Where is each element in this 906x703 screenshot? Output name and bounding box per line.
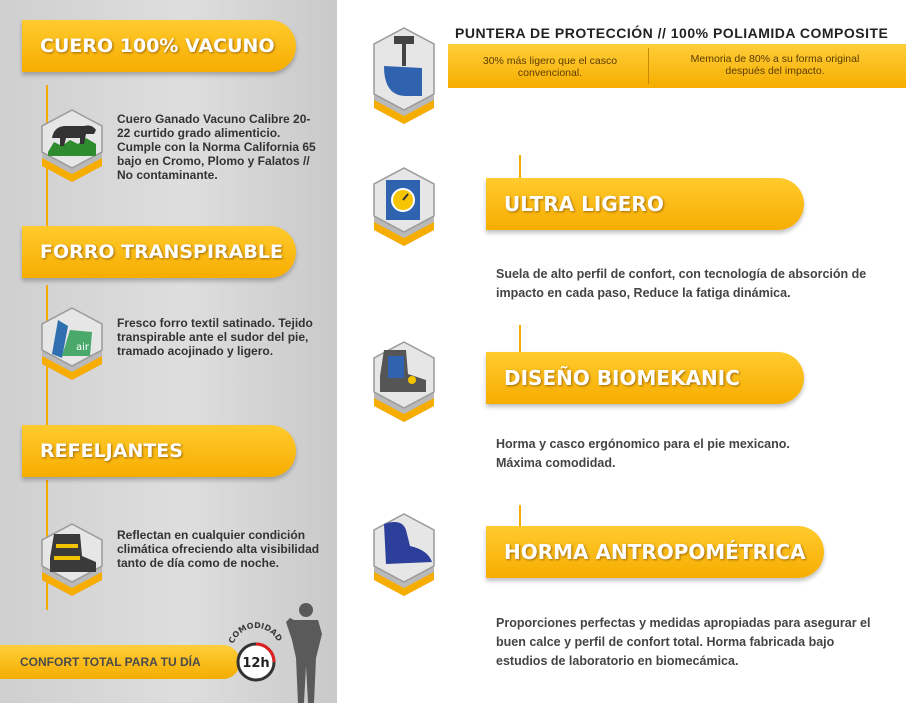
shoe-last-icon <box>372 512 436 598</box>
feature-text-ultra-ligero: Suela de alto perfil de confort, con tecnología de absorción de impacto en cada paso, Reduce la fatiga dinámica. <box>496 267 867 300</box>
top-feature-cell-1: 30% más ligero que el casco convencional. <box>482 55 618 79</box>
air-label: air <box>76 342 90 353</box>
toe-cap-icon <box>372 26 436 126</box>
badge-hours: 12h <box>242 656 270 671</box>
scale-icon <box>372 166 436 248</box>
feature-text-biomekanic: Horma y casco ergónomico para el pie mexicano. Máxima comodidad. <box>496 437 790 470</box>
fabric-lining-icon <box>40 306 104 382</box>
feature-title-biomekanic: DISEÑO BIOMEKANIC <box>486 352 804 404</box>
worker-silhouette-icon <box>282 600 332 703</box>
svg-text:COMODIDAD <box>227 621 284 645</box>
feature-title-ultra-ligero: ULTRA LIGERO <box>486 178 804 230</box>
feature-text-horma: Proporciones perfectas y medidas apropiadas para asegurar el buen calce y perfil de confort total. Horma fabricada bajo estudios de laboratorio en biomecámica. <box>496 616 871 668</box>
divider-line <box>648 48 649 84</box>
section-text-cuero: Cuero Ganado Vacuno Calibre 20-22 curtido grado alimenticio. Cumple con la Norma California 65 bajo en Cromo, Plomo y Falatos // No contaminante. <box>117 112 316 182</box>
feature-title-horma: HORMA ANTROPOMÉTRICA <box>486 526 824 578</box>
top-feature-title: PUNTERA DE PROTECCIÓN // 100% POLIAMIDA COMPOSITE <box>455 25 889 41</box>
section-title-cuero: CUERO 100% VACUNO <box>22 20 296 72</box>
top-feature-cell-2: Memoria de 80% a su forma original después del impacto. <box>690 53 860 77</box>
comfort-12h-badge <box>224 612 288 692</box>
section-title-forro: FORRO TRANSPIRABLE <box>22 226 296 278</box>
badge-arc-text: COMODIDAD <box>226 620 284 645</box>
boot-icon <box>372 340 436 424</box>
reflective-boot-icon <box>40 522 104 598</box>
section-title-reflejantes: REFELJANTES <box>22 425 296 477</box>
bull-grass-icon <box>40 108 104 184</box>
left-panel <box>0 0 337 703</box>
footer-slogan: CONFORT TOTAL PARA TU DÍA <box>0 645 240 679</box>
section-text-forro: Fresco forro textil satinado. Tejido transpirable ante el sudor del pie, tramado acojinado y ligero. <box>117 316 313 358</box>
section-text-reflejantes: Reflectan en cualquier condición climática ofreciendo alta visibilidad tanto de día como de noche. <box>117 528 320 570</box>
